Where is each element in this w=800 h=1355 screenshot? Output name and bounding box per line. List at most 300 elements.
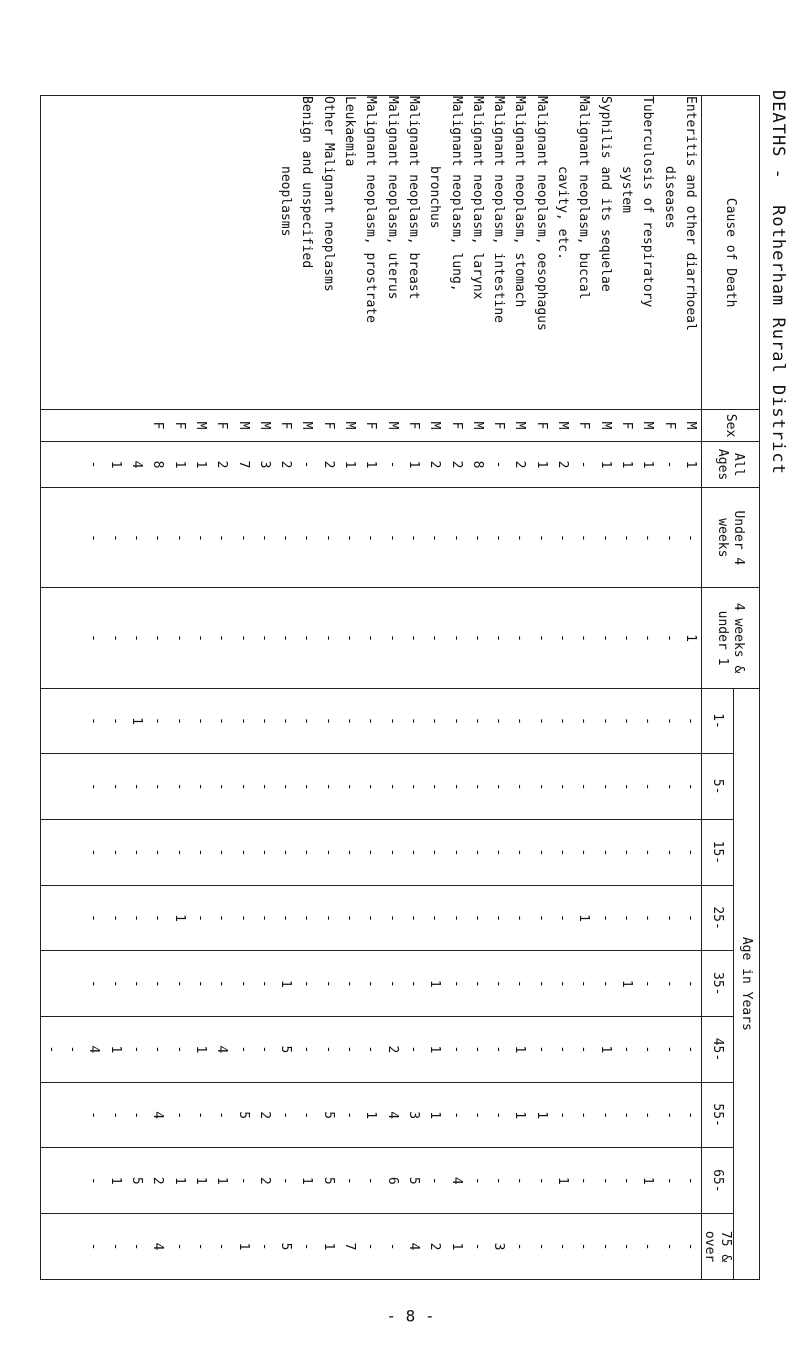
count-value: 5: [235, 1111, 251, 1120]
count-value: -: [129, 914, 145, 922]
sex-value: F: [491, 421, 507, 430]
count-value: 2: [555, 460, 571, 469]
count-value: 1: [448, 1242, 464, 1251]
count-value: 1: [533, 460, 549, 469]
count-value: -: [618, 533, 634, 542]
count-value: -: [491, 914, 507, 922]
count-value: -: [278, 1176, 294, 1185]
cause-name: Other Malignant neoplasms: [320, 96, 336, 292]
count-value: -: [682, 717, 698, 725]
count-value: -: [576, 634, 592, 642]
count-value: -: [342, 634, 358, 642]
heading-separator: -: [768, 168, 788, 180]
count-value: -: [576, 533, 592, 542]
count-value: 1: [597, 1045, 613, 1054]
count-value: -: [86, 460, 102, 469]
count-value: -: [171, 634, 187, 642]
count-value: -: [405, 634, 421, 642]
sex-value: M: [299, 421, 315, 430]
count-value: -: [107, 1111, 123, 1120]
count-value: -: [129, 1111, 145, 1120]
count-value: -: [363, 717, 379, 725]
count-value: -: [214, 1111, 230, 1120]
count-value: -: [150, 914, 166, 922]
count-value: -: [555, 979, 571, 988]
count-value: 8: [469, 460, 485, 469]
sex-column: [40, 410, 701, 442]
count-value: -: [214, 848, 230, 857]
count-value: -: [533, 717, 549, 725]
count-value: -: [512, 782, 528, 791]
count-value: -: [278, 717, 294, 725]
count-value: -: [448, 533, 464, 542]
count-value: 4: [214, 1045, 230, 1054]
count-value: -: [618, 634, 634, 642]
count-value: -: [427, 634, 443, 642]
count-value: -: [214, 979, 230, 988]
count-value: -: [618, 1045, 634, 1054]
count-value: -: [192, 1111, 208, 1120]
count-value: -: [278, 533, 294, 542]
cause-column: [40, 96, 701, 410]
count-value: 1: [342, 460, 358, 469]
cause-name: Malignant neoplasm, intestine: [491, 96, 507, 323]
count-value: -: [384, 717, 400, 725]
cause-name: Malignant neoplasm, breast: [405, 96, 421, 300]
count-value: -: [405, 1045, 421, 1054]
count-value: -: [299, 717, 315, 725]
count-value: -: [405, 979, 421, 988]
count-value: 1: [618, 979, 634, 988]
count-value: -: [278, 782, 294, 791]
count-value: 1: [107, 1176, 123, 1185]
count-value: -: [469, 1176, 485, 1185]
count-value: 1: [171, 460, 187, 469]
sex-value: M: [597, 421, 613, 430]
count-value: -: [86, 533, 102, 542]
count-value: -: [384, 979, 400, 988]
count-value: -: [256, 914, 272, 922]
count-value: -: [342, 782, 358, 791]
count-value: 3: [405, 1111, 421, 1120]
count-value: -: [384, 634, 400, 642]
count-value: -: [107, 634, 123, 642]
cause-name: Syphilis and its sequelae: [597, 96, 613, 292]
count-value: -: [640, 979, 656, 988]
count-value: -: [278, 848, 294, 857]
count-value: -: [192, 717, 208, 725]
count-value: 1: [682, 634, 698, 642]
count-value: 2: [512, 460, 528, 469]
count-value: 4: [405, 1242, 421, 1251]
all-ages-column: [40, 441, 701, 487]
count-value: 2: [256, 1176, 272, 1185]
count-value: -: [640, 634, 656, 642]
count-value: 1: [299, 1176, 315, 1185]
count-value: -: [86, 914, 102, 922]
count-value: -: [427, 1176, 443, 1185]
count-value: -: [86, 1242, 102, 1251]
count-value: -: [171, 848, 187, 857]
count-value: -: [661, 460, 677, 469]
count-value: -: [384, 460, 400, 469]
count-value: -: [576, 1045, 592, 1054]
count-value: -: [320, 533, 336, 542]
age-5-column: [40, 754, 701, 820]
count-value: -: [491, 634, 507, 642]
count-value: -: [299, 460, 315, 469]
under-4-weeks-column: [40, 488, 701, 588]
count-value: -: [86, 848, 102, 857]
count-value: -: [320, 914, 336, 922]
count-value: 1: [107, 1045, 123, 1054]
count-value: 1: [214, 1176, 230, 1185]
count-value: -: [682, 782, 698, 791]
count-value: -: [192, 979, 208, 988]
count-value: -: [235, 1176, 251, 1185]
count-value: 1: [405, 460, 421, 469]
count-value: -: [150, 848, 166, 857]
count-value: -: [512, 717, 528, 725]
sex-value: F: [320, 421, 336, 430]
cause-name: Malignant neoplasm, prostrate: [363, 96, 379, 323]
count-value: -: [469, 634, 485, 642]
count-value: -: [192, 634, 208, 642]
count-value: -: [150, 634, 166, 642]
count-value: 1: [320, 1242, 336, 1251]
count-value: -: [214, 717, 230, 725]
count-value: -: [192, 782, 208, 791]
count-value: 4: [150, 1242, 166, 1251]
count-value: -: [448, 848, 464, 857]
count-value: -: [448, 1111, 464, 1120]
cause-name-continuation: cavity, etc.: [555, 166, 571, 260]
count-value: -: [278, 634, 294, 642]
count-value: -: [682, 1045, 698, 1054]
count-value: 2: [427, 460, 443, 469]
count-value: -: [533, 1045, 549, 1054]
count-value: -: [256, 979, 272, 988]
age-band-header: 35-: [701, 951, 733, 1017]
count-value: -: [363, 782, 379, 791]
count-value: -: [682, 848, 698, 857]
count-value: 4: [129, 460, 145, 469]
sex-value: F: [448, 421, 464, 430]
count-value: 5: [320, 1111, 336, 1120]
sex-value: F: [533, 421, 549, 430]
count-value: -: [533, 914, 549, 922]
all-ages-header: All Ages: [701, 441, 759, 487]
count-value: -: [448, 979, 464, 988]
count-value: 5: [278, 1242, 294, 1251]
count-value: -: [235, 717, 251, 725]
count-value: -: [682, 1176, 698, 1185]
count-value: -: [491, 717, 507, 725]
cause-name: Malignant neoplasm, uterus: [384, 96, 400, 300]
cause-name-continuation: neoplasms: [278, 166, 294, 237]
count-value: -: [107, 533, 123, 542]
count-value: -: [278, 1111, 294, 1120]
sex-header: Sex: [701, 410, 759, 442]
count-value: -: [661, 848, 677, 857]
count-value: -: [576, 1242, 592, 1251]
cause-name: Tuberculosis of respiratory: [640, 96, 656, 308]
count-value: -: [363, 1176, 379, 1185]
count-value: -: [640, 1111, 656, 1120]
count-value: -: [597, 914, 613, 922]
count-value: -: [682, 979, 698, 988]
count-value: 1: [427, 979, 443, 988]
heading-district: Rotherham Rural District: [768, 205, 788, 475]
sex-value: F: [171, 421, 187, 430]
sex-value: F: [405, 421, 421, 430]
sex-value: M: [640, 421, 656, 430]
cause-name: Malignant neoplasm, lung,: [448, 96, 464, 292]
count-value: -: [682, 1242, 698, 1251]
count-value: -: [597, 1242, 613, 1251]
count-value: -: [448, 914, 464, 922]
count-value: 1: [640, 1176, 656, 1185]
count-value: -: [256, 1045, 272, 1054]
cause-name: Malignant neoplasm, stomach: [512, 96, 528, 308]
cause-name: Benign and unspecified: [299, 96, 315, 269]
count-value: -: [363, 848, 379, 857]
count-value: -: [384, 533, 400, 542]
count-value: -: [640, 1045, 656, 1054]
count-value: -: [555, 1242, 571, 1251]
count-value: 2: [278, 460, 294, 469]
count-value: -: [43, 1045, 59, 1054]
count-value: -: [299, 848, 315, 857]
count-value: 1: [427, 1045, 443, 1054]
count-value: 1: [618, 460, 634, 469]
age-25-column: [40, 885, 701, 951]
count-value: 1: [278, 979, 294, 988]
count-value: -: [129, 782, 145, 791]
count-value: -: [107, 979, 123, 988]
cause-name: Malignant neoplasm, oesophagus: [533, 96, 549, 331]
count-value: -: [491, 979, 507, 988]
count-value: -: [448, 634, 464, 642]
count-value: -: [86, 1176, 102, 1185]
count-value: -: [682, 533, 698, 542]
sex-value: M: [342, 421, 358, 430]
count-value: -: [640, 914, 656, 922]
count-value: 1: [576, 914, 592, 922]
count-value: -: [129, 979, 145, 988]
count-value: -: [640, 717, 656, 725]
count-value: -: [107, 848, 123, 857]
count-value: -: [129, 1242, 145, 1251]
count-value: -: [469, 533, 485, 542]
count-value: -: [576, 848, 592, 857]
count-value: -: [86, 717, 102, 725]
count-value: -: [597, 533, 613, 542]
count-value: 7: [342, 1242, 358, 1251]
count-value: -: [597, 1111, 613, 1120]
count-value: 1: [129, 717, 145, 725]
count-value: 1: [640, 460, 656, 469]
count-value: -: [342, 1176, 358, 1185]
count-value: -: [512, 1242, 528, 1251]
count-value: -: [576, 782, 592, 791]
age-band-header: 65-: [701, 1148, 733, 1214]
count-value: -: [150, 717, 166, 725]
count-value: -: [661, 979, 677, 988]
count-value: 1: [171, 914, 187, 922]
cause-name: Malignant neoplasm, larynx: [469, 96, 485, 300]
count-value: -: [107, 1242, 123, 1251]
count-value: -: [86, 979, 102, 988]
count-value: 1: [235, 1242, 251, 1251]
count-value: -: [427, 848, 443, 857]
count-value: -: [171, 717, 187, 725]
count-value: 1: [533, 1111, 549, 1120]
count-value: 1: [512, 1111, 528, 1120]
sex-value: F: [214, 421, 230, 430]
count-value: -: [427, 533, 443, 542]
sex-value: F: [150, 421, 166, 430]
sex-value: M: [555, 421, 571, 430]
count-value: -: [363, 979, 379, 988]
count-value: -: [533, 1176, 549, 1185]
count-value: -: [384, 1242, 400, 1251]
sex-value: M: [192, 421, 208, 430]
count-value: -: [533, 979, 549, 988]
count-value: -: [576, 1176, 592, 1185]
count-value: -: [533, 533, 549, 542]
count-value: -: [299, 634, 315, 642]
count-value: 4: [448, 1176, 464, 1185]
count-value: -: [618, 1111, 634, 1120]
count-value: -: [129, 533, 145, 542]
sex-value: M: [512, 421, 528, 430]
count-value: -: [618, 717, 634, 725]
sex-value: F: [618, 421, 634, 430]
count-value: -: [512, 914, 528, 922]
count-value: -: [256, 1242, 272, 1251]
count-value: 2: [427, 1242, 443, 1251]
count-value: -: [342, 848, 358, 857]
count-value: -: [618, 914, 634, 922]
count-value: -: [555, 533, 571, 542]
count-value: 1: [555, 1176, 571, 1185]
count-value: -: [235, 848, 251, 857]
count-value: -: [150, 1045, 166, 1054]
count-value: 5: [278, 1045, 294, 1054]
count-value: 4: [384, 1111, 400, 1120]
count-value: -: [533, 782, 549, 791]
cause-name: Enteritis and other diarrhoeal: [682, 96, 698, 331]
count-value: -: [661, 533, 677, 542]
sex-value: M: [469, 421, 485, 430]
count-value: -: [235, 1045, 251, 1054]
count-value: -: [405, 533, 421, 542]
count-value: -: [576, 979, 592, 988]
count-value: -: [129, 634, 145, 642]
count-value: -: [299, 782, 315, 791]
count-value: -: [640, 1242, 656, 1251]
count-value: 8: [150, 460, 166, 469]
four-weeks-under-1-column: [40, 588, 701, 688]
count-value: 4: [86, 1045, 102, 1054]
cause-name-continuation: diseases: [661, 166, 677, 229]
count-value: -: [469, 782, 485, 791]
count-value: -: [533, 1242, 549, 1251]
count-value: -: [363, 533, 379, 542]
count-value: -: [171, 1045, 187, 1054]
age-band-header: 15-: [701, 820, 733, 886]
count-value: -: [235, 914, 251, 922]
count-value: 1: [192, 460, 208, 469]
count-value: -: [640, 848, 656, 857]
age-band-header: 25-: [701, 885, 733, 951]
count-value: -: [555, 1045, 571, 1054]
count-value: -: [576, 717, 592, 725]
count-value: -: [661, 1242, 677, 1251]
under-4-weeks-header: Under 4 weeks: [701, 488, 759, 588]
count-value: -: [661, 1111, 677, 1120]
count-value: -: [448, 717, 464, 725]
count-value: -: [150, 533, 166, 542]
count-value: -: [405, 717, 421, 725]
age-1-column: [40, 688, 701, 754]
count-value: -: [235, 634, 251, 642]
count-value: -: [107, 914, 123, 922]
count-value: -: [129, 1045, 145, 1054]
count-value: -: [235, 782, 251, 791]
count-value: -: [299, 914, 315, 922]
count-value: -: [299, 979, 315, 988]
count-value: -: [363, 634, 379, 642]
count-value: -: [214, 1242, 230, 1251]
count-value: -: [661, 634, 677, 642]
count-value: -: [469, 914, 485, 922]
age-35-column: [40, 951, 701, 1017]
count-value: 1: [192, 1045, 208, 1054]
count-value: -: [555, 782, 571, 791]
count-value: -: [363, 1242, 379, 1251]
count-value: -: [171, 533, 187, 542]
count-value: -: [427, 914, 443, 922]
count-value: 2: [320, 460, 336, 469]
count-value: -: [65, 1045, 81, 1054]
count-value: -: [555, 717, 571, 725]
count-value: -: [278, 914, 294, 922]
count-value: 1: [427, 1111, 443, 1120]
count-value: -: [491, 1111, 507, 1120]
count-value: -: [597, 979, 613, 988]
count-value: -: [661, 1176, 677, 1185]
count-value: -: [214, 782, 230, 791]
count-value: 1: [682, 460, 698, 469]
count-value: -: [256, 717, 272, 725]
sex-value: M: [682, 421, 698, 430]
count-value: 7: [235, 460, 251, 469]
sex-value: F: [576, 421, 592, 430]
count-value: -: [448, 782, 464, 791]
count-value: 5: [320, 1176, 336, 1185]
count-value: 3: [256, 460, 272, 469]
count-value: -: [469, 1111, 485, 1120]
count-value: -: [171, 1111, 187, 1120]
count-value: 1: [107, 460, 123, 469]
count-value: -: [512, 634, 528, 642]
count-value: -: [576, 460, 592, 469]
count-value: -: [469, 848, 485, 857]
count-value: -: [405, 914, 421, 922]
count-value: -: [491, 848, 507, 857]
